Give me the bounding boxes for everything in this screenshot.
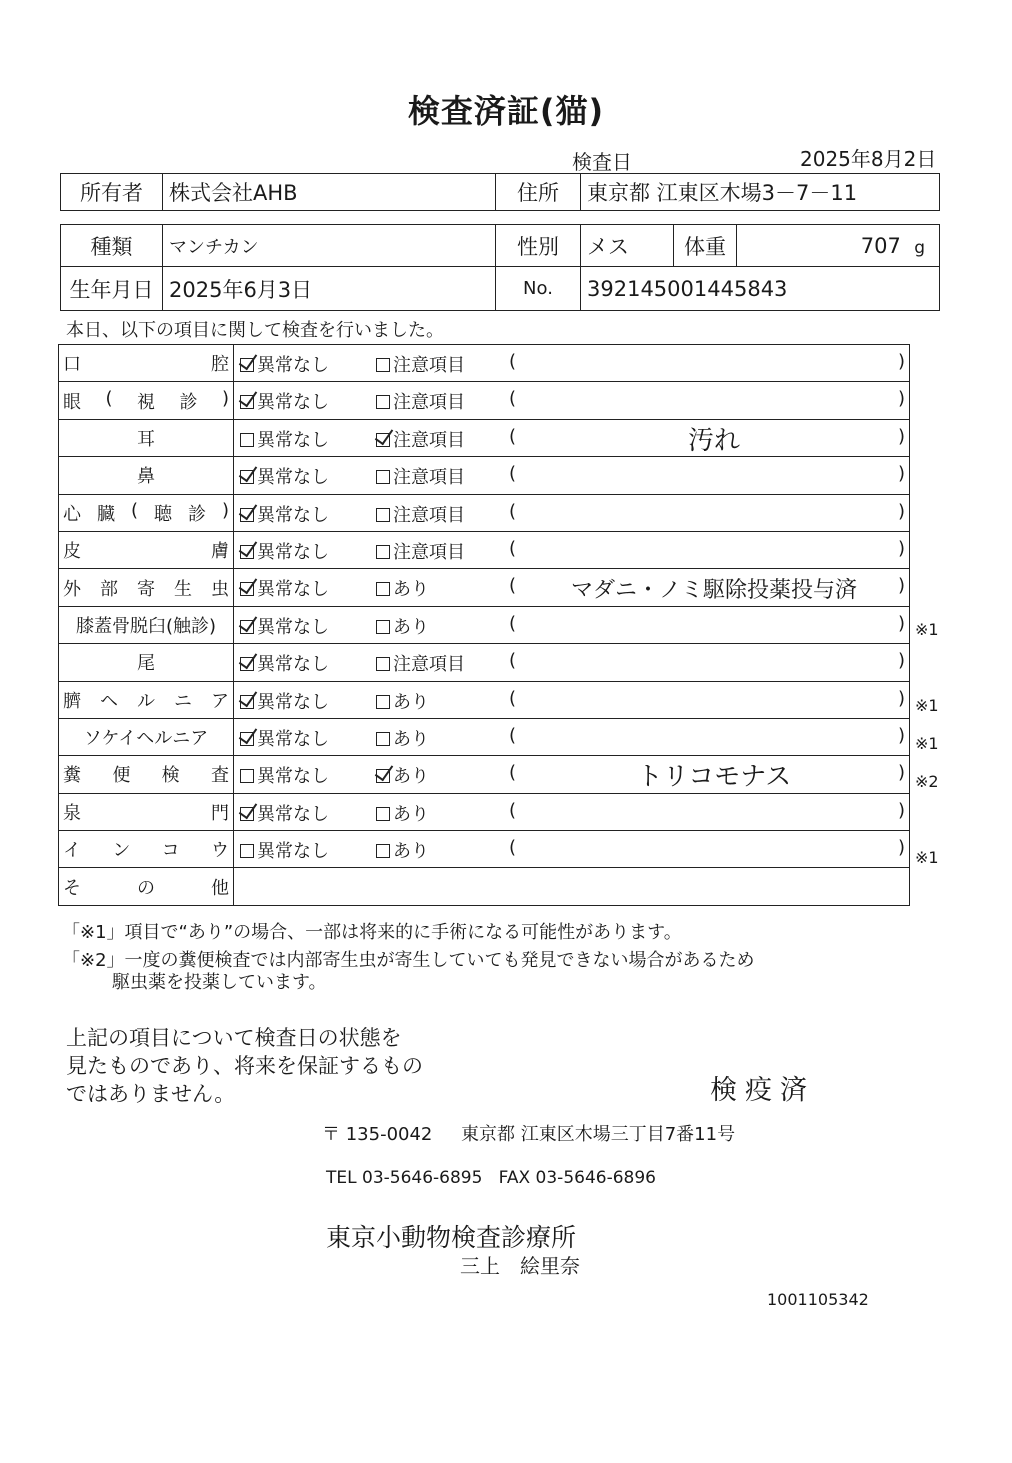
item-char: 門 [211,802,229,824]
checkbox-icon[interactable] [376,769,390,783]
options-cell [234,531,910,568]
item-char: 臍 [63,690,81,712]
item-char: コ [161,840,180,862]
paren-open: ( [509,425,517,447]
paren-close: ) [898,575,906,597]
paren-close: ) [898,612,906,634]
item-char: 臓 [96,503,115,525]
disclaimer-line: ではありません。 [66,1082,236,1106]
clinic-name: 東京小動物検査診療所 [326,1223,577,1252]
table-row [59,681,910,718]
footnote-mark: ※1 [915,620,939,639]
option-flag[interactable] [376,501,465,527]
option-normal-label: 異常なし [257,841,329,863]
option-normal-label: 異常なし [257,541,329,563]
option-normal-label: 異常なし [257,504,329,526]
item-label [59,457,234,494]
option-normal-label: 異常なし [257,355,329,376]
birth-value: 2025年6月3日 [163,267,496,311]
item-label [59,644,234,681]
paren-open: ( [509,650,517,672]
option-flag[interactable] [376,762,429,788]
option-normal[interactable] [240,837,329,863]
option-flag-label: 注意項目 [393,467,465,489]
paren-close: ) [898,687,906,709]
option-normal[interactable] [240,650,329,676]
checkbox-icon[interactable] [240,695,254,709]
checkbox-icon[interactable] [376,358,390,372]
table-row [59,382,910,419]
item-char: 生 [174,578,192,600]
postal-code: 〒 135-0042 [322,1124,433,1145]
option-normal-label: 異常なし [257,654,329,676]
footnote-1: 「※1」項目で“あり”の場合、一部は将来的に手術になる可能性があります。 [62,922,682,943]
item-char: 腔 [211,354,229,376]
finding-note: トリコモナス [636,762,792,793]
option-flag[interactable] [376,688,429,714]
item-char: 鼻 [137,466,155,488]
footnote-mark: ※2 [915,772,939,791]
item-char: ) [221,499,229,521]
finding-note: マダニ・ノミ駆除投薬投与済 [570,578,857,604]
option-normal[interactable] [240,501,329,527]
item-label [59,793,234,830]
owner-name: 株式会社AHB [163,174,496,211]
option-normal[interactable] [240,426,329,452]
paren-open: ( [509,463,517,485]
document-title: 検査済証(猫) [407,92,605,130]
option-flag[interactable] [376,800,429,826]
paren-close: ) [898,425,906,447]
option-flag-label: あり [393,616,429,638]
item-label [59,606,234,643]
item-char: 視 [137,391,155,413]
table-row [59,419,910,456]
item-char: 泉 [63,802,81,824]
option-flag-label: 注意項目 [393,654,465,676]
option-normal[interactable] [240,725,329,751]
item-label [59,831,234,868]
paren-open: ( [509,837,517,859]
paren-close: ) [898,351,906,372]
option-flag-label: 注意項目 [393,355,465,376]
item-char: イ [63,840,81,862]
option-flag[interactable] [376,650,465,676]
option-normal[interactable] [240,463,329,489]
option-flag[interactable] [376,351,465,377]
item-char: 眼 [63,391,81,413]
item-label [59,494,234,531]
checkbox-icon[interactable] [240,732,254,746]
option-flag[interactable] [376,725,429,751]
item-char: 外 [63,578,81,600]
option-flag[interactable] [376,575,429,601]
finding-note: 汚れ [687,425,740,456]
paren-close: ) [898,463,906,485]
item-label [59,531,234,568]
item-char: 他 [211,877,229,899]
disclaimer-line: 見たものであり、将来を保証するもの [66,1054,423,1078]
item-char: ( [105,387,113,409]
option-normal[interactable] [240,688,329,714]
checkbox-icon[interactable] [376,844,390,858]
item-char: ソケイヘルニア [83,728,209,750]
item-char: 査 [210,765,229,787]
item-char: 聴 [153,503,172,525]
item-char: 診 [179,391,198,413]
checkbox-icon[interactable] [240,395,254,409]
paren-open: ( [509,500,517,522]
options-cell [234,494,910,531]
item-label [59,569,234,606]
item-label [59,681,234,718]
option-normal[interactable] [240,762,329,788]
checkbox-icon[interactable] [240,769,254,783]
option-normal-label: 異常なし [257,429,329,451]
option-normal-label: 異常なし [257,579,329,601]
item-char: 膝蓋骨脱臼(触診) [75,615,217,637]
option-normal[interactable] [240,538,329,564]
options-cell [234,793,910,830]
paren-close: ) [898,388,906,410]
checkbox-icon[interactable] [240,844,254,858]
breed-label: 種類 [61,225,163,267]
table-row-other [59,868,910,905]
option-normal-label: 異常なし [257,803,329,825]
options-cell [234,345,910,382]
item-char: ( [130,499,138,521]
paren-close: ) [898,724,906,746]
weight-cell [737,225,940,267]
item-char: ル [137,690,155,712]
item-char: ン [112,840,131,862]
other-cell [234,868,910,905]
options-cell [234,681,910,718]
paren-open: ( [509,351,517,372]
checkbox-icon[interactable] [240,620,254,634]
option-flag-label: あり [393,579,429,601]
checkbox-icon[interactable] [376,470,390,484]
footnote-mark: ※1 [915,734,939,753]
table-row [59,756,910,793]
option-normal[interactable] [240,613,329,639]
checkbox-icon[interactable] [376,620,390,634]
checkbox-icon[interactable] [240,657,254,671]
item-char: 虫 [211,578,229,600]
checkbox-icon[interactable] [376,807,390,821]
table-row [59,718,910,755]
option-normal[interactable] [240,351,329,377]
option-normal-label: 異常なし [257,728,329,750]
option-flag[interactable] [376,388,465,414]
checkbox-icon[interactable] [240,470,254,484]
exam-date-label: 検査日 [572,150,632,174]
serial-number: 1001105342 [767,1290,869,1309]
option-normal-label: 異常なし [257,766,329,788]
paren-open: ( [509,388,517,410]
checkbox-icon[interactable] [376,433,390,447]
exam-table [58,344,910,906]
quarantine-stamp: 検疫済 [710,1075,815,1106]
option-flag-label: 注意項目 [393,392,465,414]
item-label [59,718,234,755]
item-char: そ [63,877,81,899]
option-flag-label: あり [393,728,429,750]
tel: TEL 03-5646-6895 [326,1168,483,1188]
option-normal[interactable] [240,388,329,414]
options-cell [234,606,910,643]
weight-label: 体重 [674,225,737,267]
paren-close: ) [898,762,906,784]
intro-text: 本日、以下の項目に関して検査を行いました。 [66,320,444,341]
item-label [59,345,234,382]
table-row [59,644,910,681]
options-cell [234,419,910,456]
paren-open: ( [509,612,517,634]
item-char: ウ [210,840,229,862]
checkbox-icon[interactable] [376,545,390,559]
disclaimer-line: 上記の項目について検査日の状態を [66,1026,402,1050]
item-char: ヘ [100,690,118,712]
paren-open: ( [509,799,517,821]
options-cell [234,457,910,494]
option-flag-label: 注意項目 [393,504,465,526]
checkbox-icon[interactable] [240,582,254,596]
breed-value: マンチカン [163,225,496,267]
options-cell [234,756,910,793]
no-label: No. [496,267,581,311]
footnote-2: 「※2」一度の糞便検査では内部寄生虫が寄生していても発見できない場合があるため [62,950,755,971]
paren-open: ( [509,537,517,559]
sex-value: メス [581,225,674,267]
checkbox-icon[interactable] [240,508,254,522]
option-normal-label: 異常なし [257,467,329,489]
item-label [59,382,234,419]
item-char: ア [211,690,229,712]
footnote-mark: ※1 [915,848,939,867]
person-name: 三上 絵里奈 [460,1254,580,1278]
item-char: ) [221,387,229,409]
options-cell [234,718,910,755]
checkbox-icon[interactable] [240,358,254,372]
item-char: 糞 [63,765,81,787]
option-flag-label: あり [393,841,429,863]
paren-open: ( [509,724,517,746]
paren-close: ) [898,500,906,522]
sex-label: 性別 [496,225,581,267]
item-label [59,756,234,793]
checkbox-icon[interactable] [240,545,254,559]
option-flag-label: あり [393,766,429,788]
item-char: 皮 [63,541,81,563]
disclaimer [66,1024,423,1108]
options-cell [234,569,910,606]
owner-label: 所有者 [61,174,163,211]
checkbox-icon[interactable] [376,395,390,409]
paren-open: ( [509,762,517,784]
table-row [59,457,910,494]
option-flag-label: あり [393,691,429,713]
item-char: 部 [100,578,118,600]
option-normal[interactable] [240,575,329,601]
checkbox-icon[interactable] [376,508,390,522]
table-row [59,606,910,643]
option-flag-label: 注意項目 [393,541,465,563]
table-row [59,831,910,868]
checkbox-icon[interactable] [376,695,390,709]
paren-close: ) [898,537,906,559]
item-char: 耳 [137,428,155,450]
exam-date: 2025年8月2日 [800,147,937,171]
footnote-mark: ※1 [915,696,939,715]
item-char: 口 [63,354,81,376]
item-char: 心 [63,503,81,525]
table-row [59,345,910,382]
options-cell [234,831,910,868]
owner-address: 東京都 江東区木場3－7－11 [581,174,940,211]
address-label: 住所 [496,174,581,211]
no-value: 392145001445843 [581,267,940,311]
options-cell [234,644,910,681]
weight-unit: g [914,237,925,258]
footnote-2-cont: 駆虫薬を投薬しています。 [112,972,327,993]
table-row [59,531,910,568]
checkbox-icon[interactable] [376,582,390,596]
checkbox-icon[interactable] [376,732,390,746]
option-normal-label: 異常なし [257,616,329,638]
option-normal[interactable] [240,800,329,826]
options-cell [234,382,910,419]
weight-value: 707 [860,233,901,258]
clinic-address: 東京都 江東区木場三丁目7番11号 [461,1124,736,1145]
option-flag-label: 注意項目 [393,429,465,451]
item-char: 寄 [137,578,155,600]
table-row [59,569,910,606]
item-label [59,868,234,905]
option-flag[interactable] [376,426,465,452]
option-flag[interactable] [376,463,465,489]
animal-table [60,224,940,311]
table-row [59,793,910,830]
item-char: 膚 [211,541,229,563]
item-char: 便 [112,765,131,787]
table-row [59,494,910,531]
paren-close: ) [898,837,906,859]
checkbox-icon[interactable] [376,657,390,671]
item-char: 検 [161,765,180,787]
option-flag[interactable] [376,538,465,564]
owner-table [60,173,940,211]
contact-line [326,1168,656,1188]
item-char: 診 [187,503,206,525]
paren-close: ) [898,799,906,821]
checkbox-icon[interactable] [240,433,254,447]
option-flag[interactable] [376,613,429,639]
clinic-address-line [322,1120,735,1146]
option-normal-label: 異常なし [257,691,329,713]
fax: FAX 03-5646-6896 [498,1168,656,1188]
item-char: ニ [174,690,192,712]
option-normal-label: 異常なし [257,392,329,414]
paren-close: ) [898,650,906,672]
birth-label: 生年月日 [61,267,163,311]
option-flag[interactable] [376,837,429,863]
item-char: の [137,877,155,899]
item-label [59,419,234,456]
option-flag-label: あり [393,803,429,825]
paren-open: ( [509,575,517,597]
paren-open: ( [509,687,517,709]
checkbox-icon[interactable] [240,807,254,821]
item-char: 尾 [137,653,155,675]
